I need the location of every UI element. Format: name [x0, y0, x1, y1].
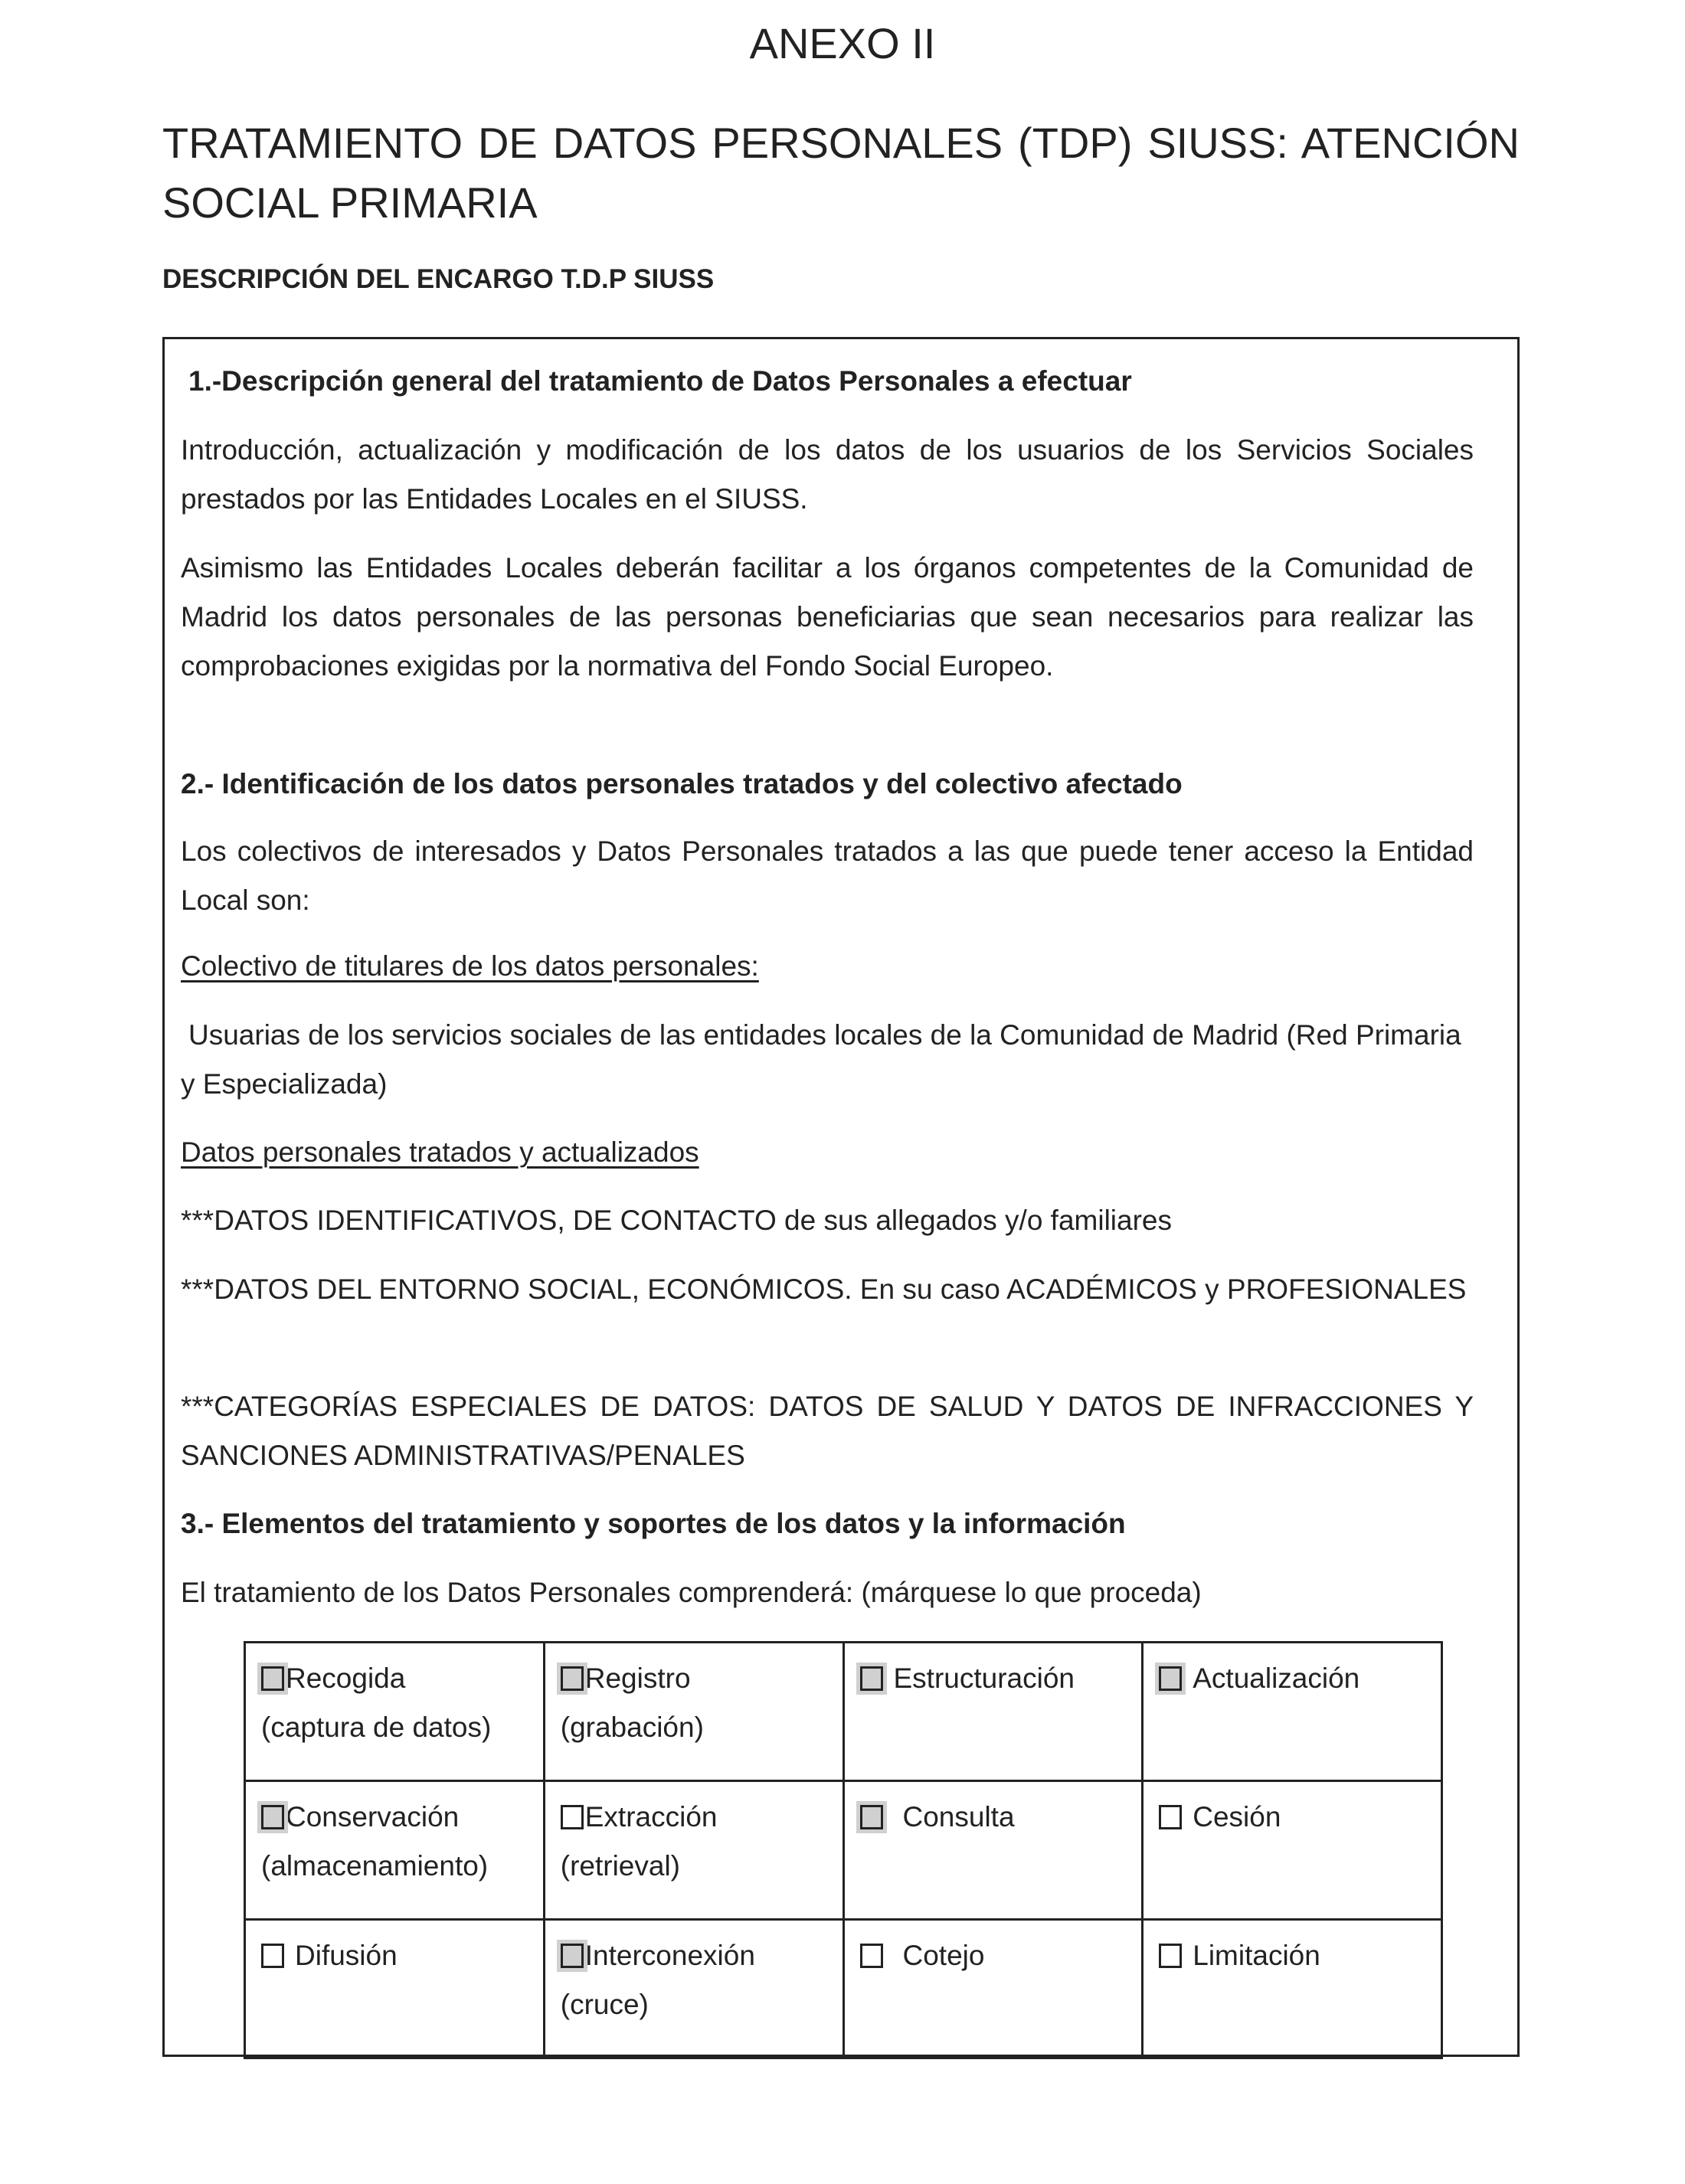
holders-label-text: Colectivo de titulares de los datos personales: — [181, 950, 759, 982]
table-row — [245, 1643, 1442, 1781]
option-label: Difusión — [295, 1940, 398, 1971]
option-extraccion[interactable] — [544, 1781, 843, 1920]
section-1-paragraph-1: Introducción, actualización y modificación de los datos de los usuarios de los Servicios Sociales prestados por las Entidades Locales en el SIUSS. — [181, 434, 1474, 515]
option-label: Consulta — [902, 1801, 1015, 1833]
data-label-text: Datos personales tratados y actualizados — [181, 1136, 699, 1168]
option-sublabel: (retrieval) — [560, 1850, 680, 1882]
option-label: Conservación — [286, 1801, 460, 1833]
data-item: ***CATEGORÍAS ESPECIALES DE DATOS: DATOS DE SALUD Y DATOS DE INFRACCIONES Y SANCIONES ADMINISTRATIVAS/PENALES — [181, 1391, 1474, 1471]
data-item: ***DATOS DEL ENTORNO SOCIAL, ECONÓMICOS. En su caso ACADÉMICOS y PROFESIONALES — [181, 1273, 1467, 1305]
holders-text: Usuarias de los servicios sociales de las entidades locales de la Comunidad de Madrid (Red Primaria y Especializada) — [181, 1019, 1461, 1100]
checkbox-icon[interactable] — [561, 1666, 584, 1691]
option-limitacion[interactable] — [1143, 1920, 1442, 2058]
option-cotejo[interactable] — [843, 1920, 1143, 2058]
option-label: Actualización — [1193, 1663, 1360, 1694]
processing-operations-table — [244, 1641, 1443, 2059]
checkbox-icon[interactable] — [860, 1944, 883, 1968]
option-sublabel: (cruce) — [560, 1989, 649, 2020]
checkbox-icon[interactable] — [261, 1944, 284, 1968]
option-label: Estructuración — [893, 1663, 1075, 1694]
option-label: Limitación — [1193, 1940, 1320, 1971]
checkbox-icon[interactable] — [1159, 1944, 1182, 1968]
checkbox-icon[interactable] — [860, 1805, 883, 1829]
checkbox-icon[interactable] — [860, 1666, 883, 1691]
data-label — [181, 1128, 1474, 1177]
option-label: Extracción — [584, 1801, 718, 1833]
section-3-heading: 3.- Elementos del tratamiento y soportes de los datos y la información — [181, 1508, 1126, 1539]
option-recogida[interactable] — [245, 1643, 545, 1781]
option-label: Interconexión — [584, 1940, 755, 1971]
section-3-paragraph-1: El tratamiento de los Datos Personales comprenderá: (márquese lo que proceda) — [181, 1577, 1202, 1608]
option-sublabel: (grabación) — [560, 1712, 704, 1743]
holders-label — [181, 942, 1474, 991]
section-1-paragraph-2: Asimismo las Entidades Locales deberán facilitar a los órganos competentes de la Comunidad de Madrid los datos personales de las personas beneficiarias que sean necesarios para realizar las comprobaciones exigidas por la normativa del Fondo Social Europeo. — [181, 552, 1474, 682]
option-cesion[interactable] — [1143, 1781, 1442, 1920]
option-label: Registro — [584, 1663, 691, 1694]
option-label: Cesión — [1193, 1801, 1281, 1833]
data-item: ***DATOS IDENTIFICATIVOS, DE CONTACTO de sus allegados y/o familiares — [181, 1205, 1172, 1236]
option-difusion[interactable] — [245, 1920, 545, 2058]
checkbox-icon[interactable] — [261, 1666, 284, 1691]
checkbox-icon[interactable] — [561, 1944, 584, 1968]
section-2-paragraph-1: Los colectivos de interesados y Datos Personales tratados a las que puede tener acceso la Entidad Local son: — [181, 835, 1474, 916]
option-consulta[interactable] — [843, 1781, 1143, 1920]
annex-heading: ANEXO II — [749, 19, 936, 67]
option-label: Recogida — [286, 1663, 406, 1694]
table-row — [245, 1920, 1442, 2058]
document-subtitle: DESCRIPCIÓN DEL ENCARGO T.D.P SIUSS — [162, 264, 715, 294]
checkbox-icon[interactable] — [1159, 1666, 1182, 1691]
option-estructuracion[interactable] — [843, 1643, 1143, 1781]
option-sublabel: (captura de datos) — [261, 1712, 492, 1743]
checkbox-icon[interactable] — [1159, 1805, 1182, 1829]
section-2-heading: 2.- Identificación de los datos personales tratados y del colectivo afectado — [181, 768, 1183, 799]
option-actualizacion[interactable] — [1143, 1643, 1442, 1781]
option-sublabel: (almacenamiento) — [261, 1850, 489, 1882]
section-1-heading: 1.-Descripción general del tratamiento de Datos Personales a efectuar — [188, 365, 1132, 397]
checkbox-icon[interactable] — [261, 1805, 284, 1829]
option-conservacion[interactable] — [245, 1781, 545, 1920]
document-title: TRATAMIENTO DE DATOS PERSONALES (TDP) SIUSS: ATENCIÓN SOCIAL PRIMARIA — [162, 119, 1520, 227]
option-label: Cotejo — [902, 1940, 985, 1971]
checkbox-icon[interactable] — [561, 1805, 584, 1829]
option-interconexion[interactable] — [544, 1920, 843, 2058]
table-row — [245, 1781, 1442, 1920]
option-registro[interactable] — [544, 1643, 843, 1781]
